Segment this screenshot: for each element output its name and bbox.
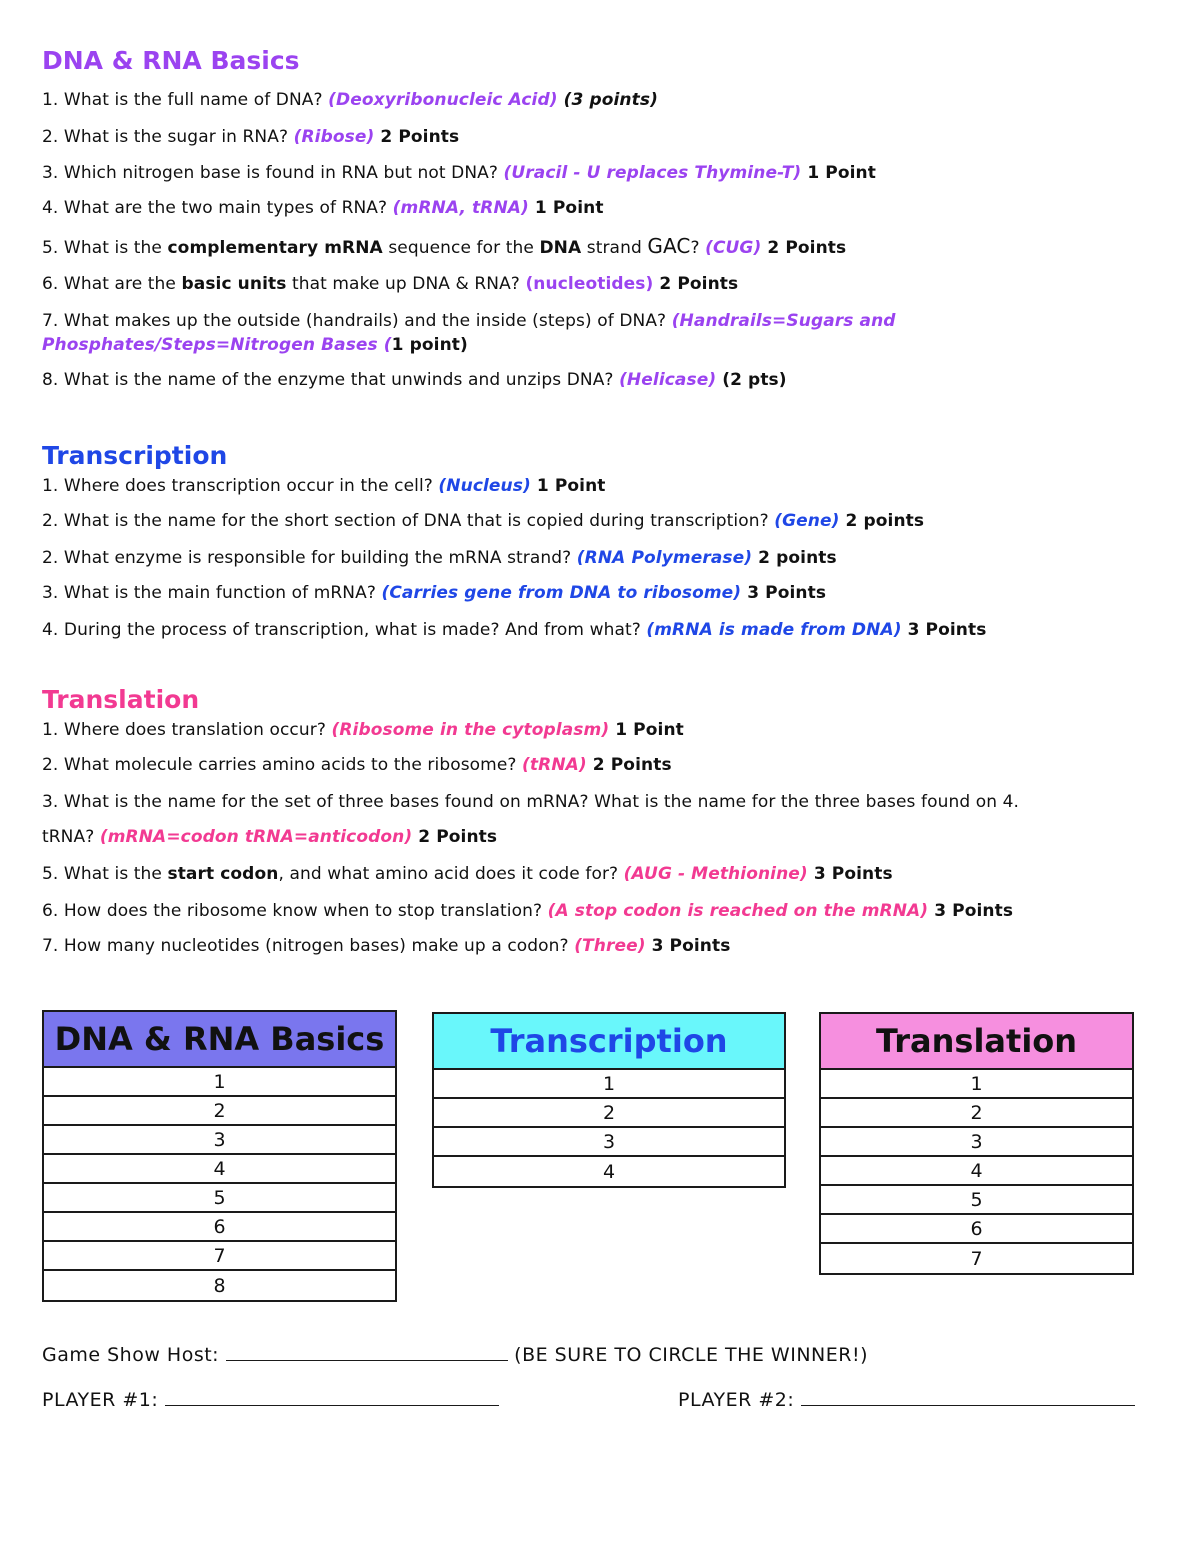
section-title-translation: Translation — [42, 685, 200, 714]
player1-line — [42, 1387, 499, 1412]
translation-question-5: 6. How does the ribosome know when to stop translation? (A stop codon is reached on the mRNA) 3 Points — [42, 901, 1014, 921]
player2-label: PLAYER #2: — [678, 1389, 795, 1411]
player2-name-blank[interactable] — [801, 1387, 1135, 1406]
score-table-transcription-header: Transcription — [434, 1014, 784, 1070]
score-row[interactable]: 3 — [821, 1128, 1132, 1157]
dna-question-8: 8. What is the name of the enzyme that unwinds and unzips DNA? (Helicase) (2 pts) — [42, 370, 787, 390]
player2-line — [678, 1387, 1135, 1412]
translation-question-1: 1. Where does translation occur? (Ribosome in the cytoplasm) 1 Point — [42, 720, 684, 740]
player1-label: PLAYER #1: — [42, 1389, 159, 1411]
translation-question-4: 5. What is the start codon, and what amino acid does it code for? (AUG - Methionine) 3 Points — [42, 864, 893, 884]
transcription-question-4: 3. What is the main function of mRNA? (Carries gene from DNA to ribosome) 3 Points — [42, 583, 827, 603]
score-row[interactable]: 6 — [44, 1213, 395, 1242]
score-table-dna — [42, 1010, 397, 1302]
dna-question-6: 6. What are the basic units that make up DNA & RNA? (nucleotides) 2 Points — [42, 274, 739, 294]
score-row[interactable]: 2 — [44, 1097, 395, 1126]
score-row[interactable]: 7 — [44, 1242, 395, 1271]
score-row[interactable]: 5 — [821, 1186, 1132, 1215]
score-table-dna-header: DNA & RNA Basics — [44, 1012, 395, 1068]
dna-question-2: 2. What is the sugar in RNA? (Ribose) 2 Points — [42, 127, 460, 147]
score-row[interactable]: 4 — [44, 1155, 395, 1184]
host-label: Game Show Host: — [42, 1344, 220, 1366]
translation-question-3: 3. What is the name for the set of three bases found on mRNA? What is the name for the three bases found on 4. — [42, 792, 1020, 812]
dna-question-3: 3. Which nitrogen base is found in RNA but not DNA? (Uracil - U replaces Thymine-T) 1 Point — [42, 163, 876, 183]
score-table-translation-header: Translation — [821, 1014, 1132, 1070]
score-row[interactable]: 1 — [44, 1068, 395, 1097]
score-row[interactable]: 1 — [434, 1070, 784, 1099]
translation-question-6: 7. How many nucleotides (nitrogen bases) make up a codon? (Three) 3 Points — [42, 936, 731, 956]
dna-question-1: 1. What is the full name of DNA? (Deoxyribonucleic Acid) (3 points) — [42, 90, 658, 110]
player1-name-blank[interactable] — [165, 1387, 499, 1406]
score-row[interactable]: 1 — [821, 1070, 1132, 1099]
translation-question-2: 2. What molecule carries amino acids to the ribosome? (tRNA) 2 Points — [42, 755, 672, 775]
score-row[interactable]: 3 — [434, 1128, 784, 1157]
dna-question-4: 4. What are the two main types of RNA? (mRNA, tRNA) 1 Point — [42, 198, 604, 218]
score-table-transcription — [432, 1012, 786, 1188]
transcription-question-1: 1. Where does transcription occur in the cell? (Nucleus) 1 Point — [42, 476, 606, 496]
translation-question-3-cont: tRNA? (mRNA=codon tRNA=anticodon) 2 Points — [42, 827, 498, 847]
transcription-question-5: 4. During the process of transcription, what is made? And from what? (mRNA is made from DNA) 3 Points — [42, 620, 987, 640]
section-title-transcription: Transcription — [42, 441, 228, 470]
host-line — [42, 1342, 868, 1367]
score-row[interactable]: 4 — [602, 1160, 616, 1183]
dna-question-7: 7. What makes up the outside (handrails) and the inside (steps) of DNA? (Handrails=Sugars and — [42, 311, 896, 331]
dna-question-7-cont: Phosphates/Steps=Nitrogen Bases (1 point) — [42, 335, 468, 355]
score-row[interactable]: 3 — [44, 1126, 395, 1155]
transcription-question-3: 2. What enzyme is responsible for building the mRNA strand? (RNA Polymerase) 2 points — [42, 548, 837, 568]
score-row[interactable]: 2 — [434, 1099, 784, 1128]
score-table-translation — [819, 1012, 1134, 1275]
score-row[interactable]: 5 — [44, 1184, 395, 1213]
dna-question-5: 5. What is the complementary mRNA sequence for the DNA strand GAC? (CUG) 2 Points — [42, 234, 847, 258]
score-row[interactable]: 8 — [213, 1274, 226, 1297]
winner-note: (BE SURE TO CIRCLE THE WINNER!) — [514, 1344, 868, 1366]
score-row[interactable]: 7 — [970, 1247, 983, 1270]
section-title-dna: DNA & RNA Basics — [42, 46, 300, 75]
score-row[interactable]: 2 — [821, 1099, 1132, 1128]
score-row[interactable]: 4 — [821, 1157, 1132, 1186]
host-name-blank[interactable] — [226, 1342, 508, 1361]
transcription-question-2: 2. What is the name for the short section of DNA that is copied during transcription? (Gene) 2 points — [42, 511, 925, 531]
score-row[interactable]: 6 — [821, 1215, 1132, 1244]
